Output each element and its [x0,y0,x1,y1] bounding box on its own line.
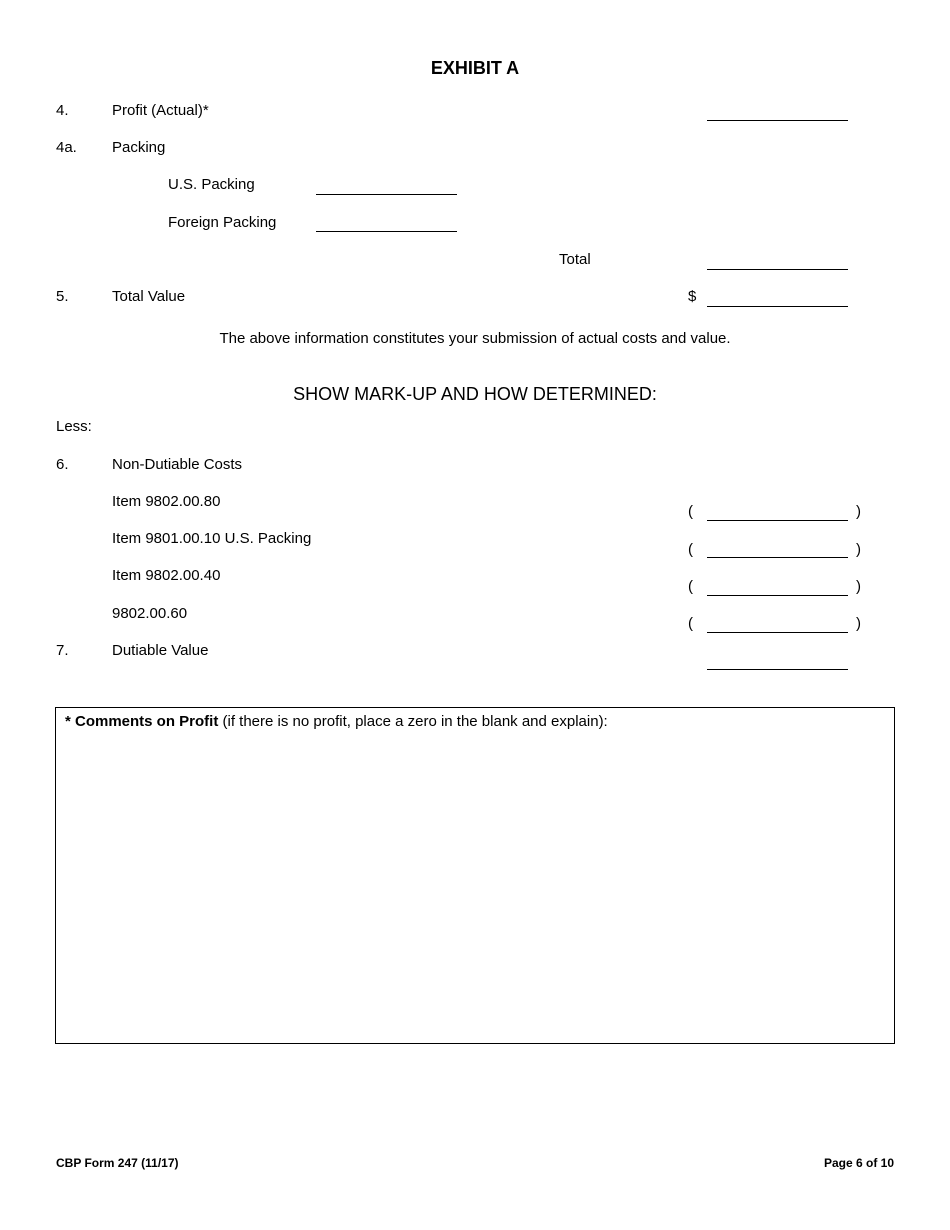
page-number: Page 6 of 10 [823,1156,894,1170]
us-packing-label: U.S. Packing [168,176,255,193]
total-value-field[interactable] [707,306,848,307]
close-paren: ) [856,541,861,558]
foreign-packing-label: Foreign Packing [168,214,277,231]
row-4-label: Profit (Actual)* [112,102,209,119]
close-paren: ) [856,503,861,520]
currency-symbol: $ [688,288,697,305]
comments-heading: * Comments on Profit [65,713,219,730]
non-dutiable-item-label: Item 9802.00.80 [112,493,221,510]
open-paren: ( [688,615,693,632]
submission-note: The above information constitutes your submission of actual costs and value. [219,330,731,347]
packing-total-field[interactable] [707,269,848,270]
page-title: EXHIBIT A [430,58,520,78]
row-7-number: 7. [56,642,69,659]
comments-instruction: (if there is no profit, place a zero in the blank and explain): [218,713,608,730]
less-label: Less: [56,418,92,435]
open-paren: ( [688,541,693,558]
close-paren: ) [856,578,861,595]
open-paren: ( [688,578,693,595]
comments-on-profit-label [65,713,608,730]
item-9801-00-10-field[interactable] [707,557,848,558]
profit-actual-field[interactable] [707,120,848,121]
non-dutiable-item-label: Item 9801.00.10 U.S. Packing [112,530,312,547]
item-9802-00-60-field[interactable] [707,632,848,633]
us-packing-field[interactable] [316,194,457,195]
dutiable-value-field[interactable] [707,669,848,670]
form-number: CBP Form 247 (11/17) [56,1156,179,1170]
row-4a-number: 4a. [56,139,77,156]
row-5-label: Total Value [112,288,186,305]
close-paren: ) [856,615,861,632]
row-4-number: 4. [56,102,69,119]
row-5-number: 5. [56,288,69,305]
open-paren: ( [688,503,693,520]
row-7-label: Dutiable Value [112,642,209,659]
row-6-number: 6. [56,456,69,473]
row-4a-label: Packing [112,139,166,156]
markup-heading: SHOW MARK-UP AND HOW DETERMINED: [293,384,657,404]
item-9802-00-40-field[interactable] [707,595,848,596]
item-9802-00-80-field[interactable] [707,520,848,521]
foreign-packing-field[interactable] [316,231,457,232]
packing-total-label: Total [559,251,591,268]
non-dutiable-item-label: Item 9802.00.40 [112,567,221,584]
non-dutiable-item-label: 9802.00.60 [112,605,188,622]
row-6-label: Non-Dutiable Costs [112,456,243,473]
comments-on-profit-box[interactable] [55,707,895,1044]
